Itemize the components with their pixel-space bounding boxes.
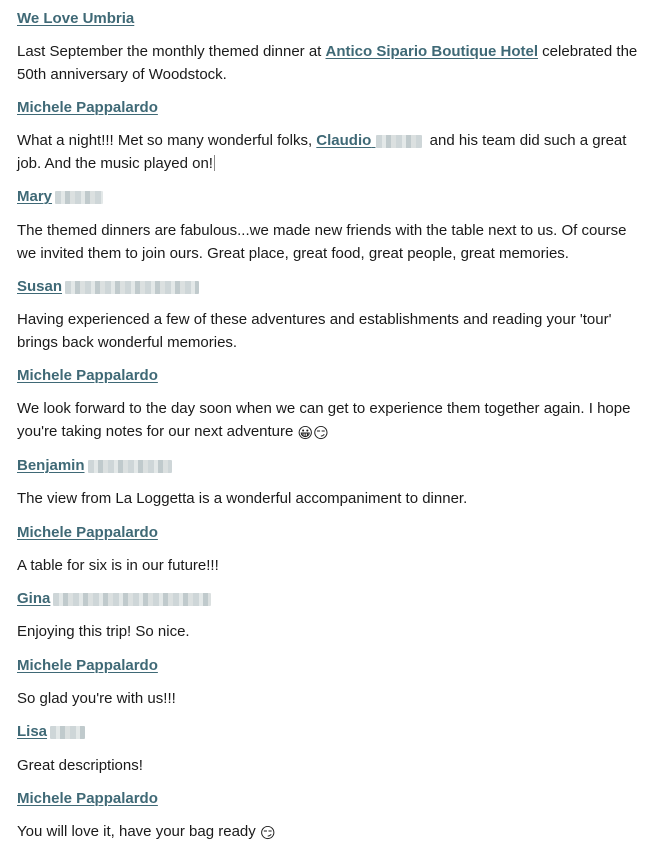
intro-after: celebrated the 50th anniversary of Woodstock.: [17, 43, 638, 83]
comment-author-row: [17, 364, 639, 387]
mention-link[interactable]: [316, 132, 425, 149]
comment-author-row: [17, 587, 639, 610]
hotel-link[interactable]: Antico Sipario Boutique Hotel: [325, 43, 539, 60]
author-link[interactable]: Susan: [17, 278, 63, 295]
comment-author-row: [17, 454, 639, 477]
author-link[interactable]: Michele Pappalardo: [17, 657, 158, 674]
text-cursor: [214, 155, 215, 171]
comment-author-row: [17, 521, 639, 544]
comment-text: [17, 820, 639, 845]
redacted-surname: [53, 593, 211, 606]
comment-text-body: You will love it, have your bag ready: [17, 823, 260, 840]
comment-author-row: [17, 96, 639, 119]
author-link[interactable]: Michele Pappalardo: [17, 367, 158, 384]
redacted-surname: [50, 726, 85, 739]
smirk-emoji-icon: 😏: [259, 825, 276, 842]
author-link[interactable]: Lisa: [17, 723, 48, 740]
comment-text: The view from La Loggetta is a wonderful accompaniment to dinner.: [17, 490, 468, 507]
comment-text: Having experienced a few of these adventures and establishments and reading your 'tour' brings back wonderful memories.: [17, 311, 612, 351]
comment-author-row: [17, 185, 639, 208]
intro-text: [17, 40, 639, 86]
comment-author-row: [17, 720, 639, 743]
author-link[interactable]: Michele Pappalardo: [17, 99, 158, 116]
comment-text: A table for six is in our future!!!: [17, 557, 219, 574]
author-link[interactable]: Mary: [17, 188, 53, 205]
comment-text: [17, 397, 639, 445]
comment-text-body: We look forward to the day soon when we can get to experience them together again. I hope you're taking notes for our next adventure: [17, 400, 631, 440]
redacted-surname: [65, 281, 199, 294]
intro-before: Last September the monthly themed dinner at: [17, 43, 326, 60]
thread-title-link[interactable]: We Love Umbria: [17, 10, 135, 27]
comment-text: The themed dinners are fabulous...we made new friends with the table next to us. Of course we invited them to join ours. Great place, great food, great people, great memories.: [17, 222, 627, 262]
comment-author-row: [17, 275, 639, 298]
comment-text: So glad you're with us!!!: [17, 690, 176, 707]
redacted-surname: [88, 460, 172, 473]
author-link[interactable]: Gina: [17, 590, 51, 607]
comment-text: [17, 129, 639, 175]
redacted-surname: [55, 191, 103, 204]
comment-text: Enjoying this trip! So nice.: [17, 623, 190, 640]
redacted-name: [376, 135, 422, 148]
comment-text: Great descriptions!: [17, 757, 143, 774]
author-link[interactable]: Benjamin: [17, 457, 85, 474]
author-link[interactable]: Michele Pappalardo: [17, 790, 158, 807]
comment-text-before: What a night!!! Met so many wonderful folks,: [17, 132, 317, 149]
comment-text-after: and his team did such a great job. And the music played on!: [17, 132, 627, 172]
thread-title-row: [17, 7, 639, 30]
mention-name: Claudio: [316, 132, 372, 149]
comment-author-row: [17, 787, 639, 810]
smile-emoji-icon: 😀😏: [297, 425, 329, 442]
author-link[interactable]: Michele Pappalardo: [17, 524, 158, 541]
comment-author-row: [17, 654, 639, 677]
